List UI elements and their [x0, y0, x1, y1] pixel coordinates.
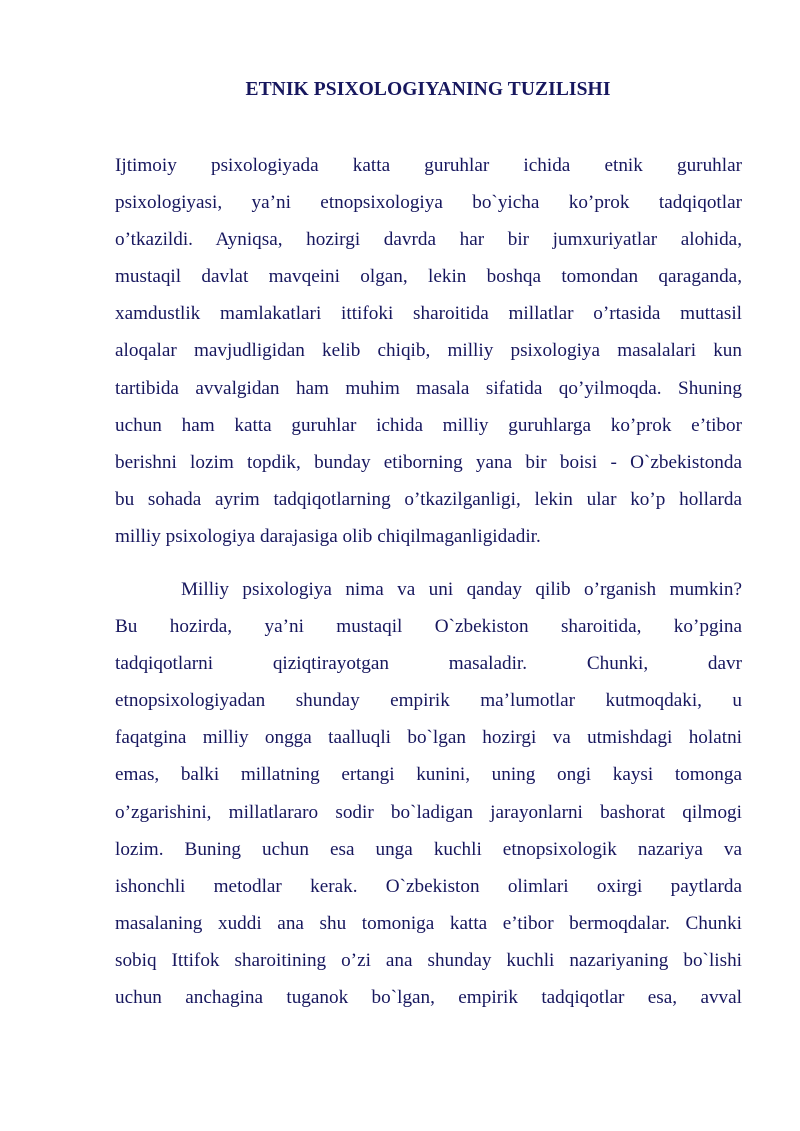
- paragraph-line: ishonchli metodlar kerak. O`zbekiston olimlari oxirgi paytlarda: [115, 875, 742, 897]
- paragraph-line: etnopsixologiyadan shunday empirik ma’lumotlar kutmoqdaki, u: [115, 690, 742, 712]
- paragraph-line: uchun ham katta guruhlar ichida milliy guruhlarga ko’prok e’tibor: [115, 414, 742, 436]
- paragraph-line: mustaqil davlat mavqeini olgan, lekin boshqa tomondan qaraganda,: [115, 266, 742, 288]
- paragraph-1: [115, 147, 742, 555]
- paragraph-line: psixologiyasi, ya’ni etnopsixologiya bo`yicha ko’prok tadqiqotlar: [115, 192, 742, 214]
- paragraph-line: xamdustlik mamlakatlari ittifoki sharoitida millatlar o’rtasida muttasil: [115, 303, 742, 325]
- paragraph-line: berishni lozim topdik, bunday etiborning yana bir boisi - O`zbekistonda: [115, 451, 742, 473]
- paragraph-line: sobiq Ittifok sharoitining o’zi ana shunday kuchli nazariyaning bo`lishi: [115, 949, 742, 971]
- paragraph-2: [115, 571, 742, 1016]
- paragraph-line: emas, balki millatning ertangi kunini, uning ongi kaysi tomonga: [115, 764, 742, 786]
- paragraph-line: milliy psixologiya darajasiga olib chiqilmaganligidadir.: [115, 525, 541, 547]
- paragraph-line: uchun anchagina tuganok bo`lgan, empirik tadqiqotlar esa, avval: [115, 987, 742, 1009]
- document-title: ETNIK PSIXOLOGIYANING TUZILISHI: [245, 79, 611, 100]
- paragraph-line: o’zgarishini, millatlararo sodir bo`ladigan jarayonlarni bashorat qilmogi: [115, 801, 742, 823]
- paragraph-line: Bu hozirda, ya’ni mustaqil O`zbekiston sharoitida, ko’pgina: [115, 616, 742, 638]
- paragraph-line: tadqiqotlarni qiziqtirayotgan masaladir. Chunki, davr: [115, 653, 742, 675]
- paragraph-line: o’tkazildi. Ayniqsa, hozirgi davrda har bir jumxuriyatlar alohida,: [115, 229, 742, 251]
- paragraph-line: masalaning xuddi ana shu tomoniga katta e’tibor bermoqdalar. Chunki: [115, 912, 742, 934]
- paragraph-line: Milliy psixologiya nima va uni qanday qilib o’rganish mumkin?: [181, 579, 742, 600]
- paragraph-line: faqatgina milliy ongga taalluqli bo`lgan hozirgi va utmishdagi holatni: [115, 727, 742, 749]
- paragraph-line: bu sohada ayrim tadqiqotlarning o’tkazilganligi, lekin ular ko’p hollarda: [115, 488, 742, 510]
- paragraph-line: lozim. Buning uchun esa unga kuchli etnopsixologik nazariya va: [115, 838, 742, 860]
- paragraph-line: aloqalar mavjudligidan kelib chiqib, milliy psixologiya masalalari kun: [115, 340, 742, 362]
- paragraph-line: tartibida avvalgidan ham muhim masala sifatida qo’yilmoqda. Shuning: [115, 377, 742, 399]
- paragraph-line: Ijtimoiy psixologiyada katta guruhlar ichida etnik guruhlar: [115, 155, 742, 176]
